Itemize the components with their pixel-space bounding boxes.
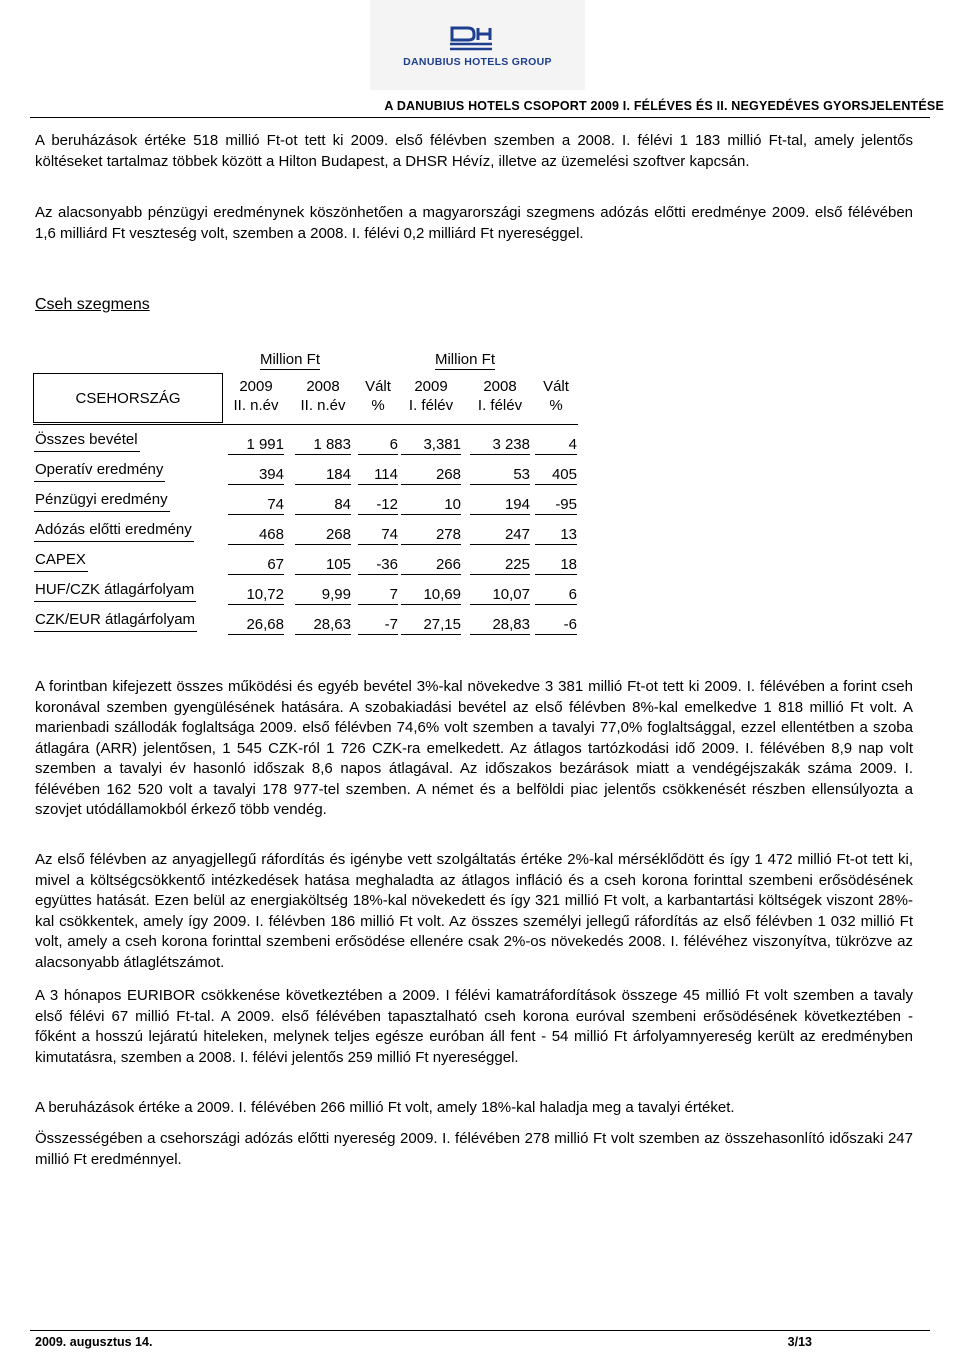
table-cell: 105: [295, 556, 351, 575]
report-title: A DANUBIUS HOTELS CSOPORT 2009 I. FÉLÉVES ÉS II. NEGYEDÉVES GYORSJELENTÉSE: [384, 99, 944, 113]
table-cell: 405: [535, 466, 577, 485]
table-row-label: Pénzügyi eredmény: [35, 491, 168, 508]
table-cell: -95: [535, 496, 577, 515]
table-cell: 13: [535, 526, 577, 545]
table-cell: 84: [295, 496, 351, 515]
table-cell: 268: [401, 466, 461, 485]
column-header: 2009 II. n.év: [233, 378, 279, 414]
table-row-label: HUF/CZK átlagárfolyam: [35, 581, 195, 598]
section-title: Cseh szegmens: [35, 296, 150, 313]
table-cell: 10: [401, 496, 461, 515]
table-cell: 6: [358, 436, 398, 455]
column-header: 2008 I. félév: [477, 378, 523, 414]
table-cell: 268: [295, 526, 351, 545]
table-cell: 53: [470, 466, 530, 485]
table-cell: 26,68: [228, 616, 284, 635]
table-cell: 28,63: [295, 616, 351, 635]
table-row-label: CZK/EUR átlagárfolyam: [35, 611, 196, 628]
table-cell: 10,07: [470, 586, 530, 605]
table-cell: 9,99: [295, 586, 351, 605]
table-row-label: Összes bevétel: [35, 431, 138, 448]
table-cell: 7: [358, 586, 398, 605]
table-cell: 1 991: [228, 436, 284, 455]
group-header: Million Ft: [434, 351, 495, 368]
table-cell: 10,72: [228, 586, 284, 605]
table-row-label: Adózás előtti eredmény: [35, 521, 192, 538]
table-cell: 67: [228, 556, 284, 575]
column-header: 2008 II. n.év: [300, 378, 346, 414]
paragraph-costs: Az első félévben az anyagjellegű ráfordítás és igénybe vett szolgáltatás értéke 2%-kal mérséklődött és így 1 472 millió Ft-ot tett ki, mivel a költségcsökkentő intézkedések hatása meghaladta az átlagos infláció és a cseh korona forinttal szembeni erősödésének együttes hatását. Ezen belül az energiaköltség 18%-kal növekedett és így 321 millió Ft volt, a karbantartási költségek viszont 28%-kal csökkentek, amely így 2009. I. félévben 186 millió Ft volt. Az összes személyi jellegű ráfordítás az első félévben 1 032 millió Ft volt, amely a cseh korona forinttal szembeni erősödése ellenére csak 2%-os növekedés 2008. I. félévéhez viszonyítva, tükrözve az alacsonyabb átlaglétszámot.: [35, 851, 913, 971]
table-cell: 278: [401, 526, 461, 545]
column-header: 2009 I. félév: [408, 378, 454, 414]
footer-date: 2009. augusztus 14.: [35, 1335, 153, 1349]
table-cell: 114: [358, 466, 398, 485]
footer-divider: [30, 1330, 930, 1331]
table-cell: 27,15: [401, 616, 461, 635]
paragraph-interest: A 3 hónapos EURIBOR csökkenése következtében a 2009. I félévi kamatráfordítások összege 45 millió Ft volt szemben a tavaly első félévi 67 millió Ft-tal. A 2009. első félévében tapasztalható cseh korona euróval szembeni erősödésének következtében - főként a hosszú lejáratú hiteleken, melynek teljes egésze euróban áll fent - 54 millió Ft árfolyamnyereség került az eredményben kimutatásra, szemben a 2008. I. félévi jelentős 259 millió Ft nyereséggel.: [35, 987, 913, 1066]
table-cell: 194: [470, 496, 530, 515]
table-cell: 468: [228, 526, 284, 545]
table-cell: 28,83: [470, 616, 530, 635]
logo-text: DANUBIUS HOTELS GROUP: [403, 56, 552, 68]
table-cell: 184: [295, 466, 351, 485]
table-cell: 394: [228, 466, 284, 485]
company-logo: [370, 0, 585, 90]
table-cell: 10,69: [401, 586, 461, 605]
table-cell: 266: [401, 556, 461, 575]
table-cell: 74: [358, 526, 398, 545]
paragraph-capex: A beruházások értéke a 2009. I. félévében 266 millió Ft volt, amely 18%-kal haladja meg a tavalyi értéket.: [35, 1099, 735, 1116]
table-cell: 3,381: [401, 436, 461, 455]
table-header-divider: [33, 424, 578, 425]
table-row-label: CAPEX: [35, 551, 86, 568]
table-cell: 1 883: [295, 436, 351, 455]
column-header: Vált %: [543, 378, 569, 414]
page-number: 3/13: [787, 1335, 812, 1349]
table-cell: -7: [358, 616, 398, 635]
paragraph-revenue: A forintban kifejezett összes működési és egyéb bevétel 3%-kal növekedve 3 381 millió Ft-ot tett ki 2009. I. félévében a forint cseh koronával szemben gyengülésének hatására. A szobakiadási bevétel az első félévben 8%-kal emelkedve 1 818 millió Ft volt. A marienbadi szállodák foglaltsága 2009. első félévben 74,6% volt szemben a tavalyi 77,0% foglaltsággal, ezzel ellentétben a szoba átlagára (ARR) jelentősen, 1 545 CZK-ról 1 726 CZK-ra emelkedett. Az átlagos tartózkodási idő 2009. I. félévében 8,9 nap volt szemben a tavalyi év hasonló időszak 8,6 napos átlagával. Az időszakos bezárások miatt a vendégéjszakák száma 2009. I. félévében 162 520 volt a tavalyi 178 977-tel szemben. A német és a belföldi piac jelentős csökkenését részben ellensúlyozta a szovjet utódállamokból érkező több vendég.: [35, 678, 913, 818]
table-cell: 4: [535, 436, 577, 455]
table-cell: 225: [470, 556, 530, 575]
paragraph-investments: A beruházások értéke 518 millió Ft-ot tett ki 2009. első félévben szemben a 2008. I. félévi 1 183 millió Ft-tal, amely jelentős költéseket tartalmaz többek között a Hilton Budapest, a DHSR Hévíz, illetve az üzemelési szoftver kapcsán.: [35, 132, 913, 170]
paragraph-summary: Összességében a csehországi adózás előtti nyereség 2009. I. félévében 278 millió Ft volt szemben az összehasonlító időszaki 247 millió Ft eredménnyel.: [35, 1130, 913, 1168]
table-cell: 3 238: [470, 436, 530, 455]
table-cell: 74: [228, 496, 284, 515]
table-cell: 6: [535, 586, 577, 605]
table-cell: 247: [470, 526, 530, 545]
table-cell: -36: [358, 556, 398, 575]
danubius-logo-icon: [448, 24, 494, 54]
table-cell: 18: [535, 556, 577, 575]
header-divider: [30, 117, 930, 118]
column-header: Vált %: [365, 378, 391, 414]
table-cell: -6: [535, 616, 577, 635]
table-row-label: Operatív eredmény: [35, 461, 164, 478]
table-cell: -12: [358, 496, 398, 515]
group-header: Million Ft: [259, 351, 320, 368]
country-label: CSEHORSZÁG: [33, 373, 223, 423]
paragraph-financial-result: Az alacsonyabb pénzügyi eredménynek köszönhetően a magyarországi szegmens adózás előtti eredménye 2009. első félévében 1,6 milliárd Ft veszteség volt, szemben a 2008. I. félévi 0,2 milliárd Ft nyereséggel.: [35, 204, 913, 242]
